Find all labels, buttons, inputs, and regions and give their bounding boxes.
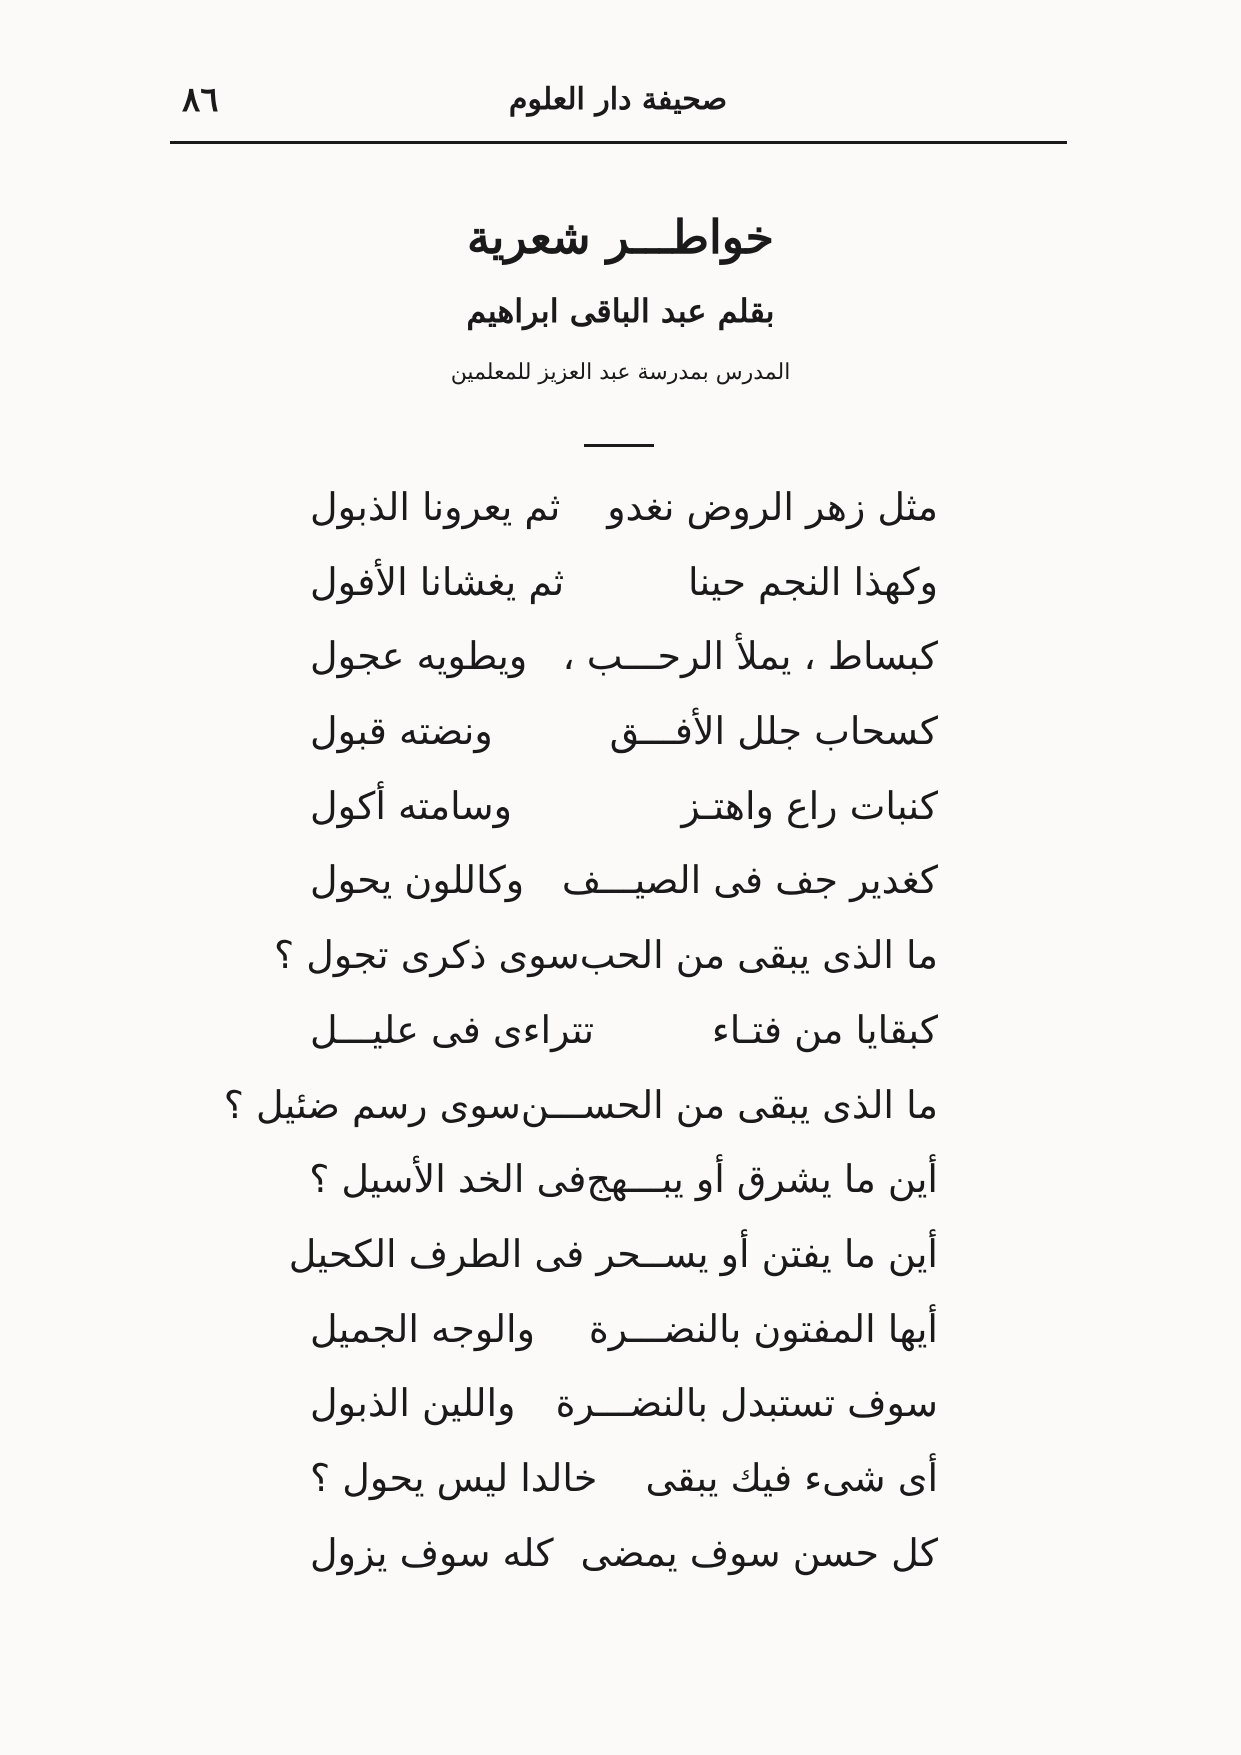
journal-title: صحيفة دار العلوم	[508, 82, 728, 117]
verse-first-hemistich: أين ما يشرق أو يبـــهج	[586, 1157, 938, 1202]
poem-verse	[310, 619, 938, 694]
poem-verse	[310, 1142, 938, 1217]
verse-first-hemistich: ما الذى يبقى من الحب	[579, 933, 938, 978]
poem-verse	[288, 1217, 938, 1292]
poem-verse	[310, 843, 938, 918]
verse-first-hemistich: كسحاب جلل الأفـــق	[609, 709, 938, 754]
verse-second-hemistich: واللين الذبول	[310, 1381, 516, 1426]
verse-second-hemistich: وكاللون يحول	[310, 858, 525, 903]
verse-second-hemistich: تتراءى فى عليـــل	[310, 1007, 595, 1052]
verse-first-hemistich: كغدير جف فى الصيـــف	[561, 858, 938, 903]
verse-second-hemistich: والوجه الجميل	[310, 1306, 535, 1351]
poem-verse	[310, 1292, 938, 1367]
poem-verse	[310, 1366, 938, 1441]
verse-second-hemistich: سوى رسم ضئيل ؟	[223, 1082, 521, 1127]
poem-verse	[310, 1516, 938, 1591]
poem-verse	[274, 918, 938, 993]
verse-second-hemistich: فى الخد الأسيل ؟	[309, 1157, 587, 1202]
verse-second-hemistich: ونضته قبول	[310, 709, 493, 754]
verse-first-hemistich: أيها المفتون بالنضـــرة	[588, 1306, 938, 1351]
poem-verse	[310, 769, 938, 844]
title-separator-rule	[584, 444, 654, 447]
verse-first-hemistich: أين ما يفتن أو يسـ	[652, 1231, 938, 1276]
article-title: خواطـــر شعرية	[467, 210, 774, 264]
page-number: ٨٦	[182, 80, 219, 120]
title-block	[0, 210, 1241, 385]
verse-first-hemistich: سوف تستبدل بالنضـــرة	[555, 1381, 938, 1426]
verse-second-hemistich: ثم يعرونا الذبول	[310, 485, 561, 529]
poem	[223, 470, 938, 1590]
author-byline: بقلم عبد الباقى ابراهيم	[466, 292, 775, 330]
poem-verse	[310, 1441, 938, 1516]
poem-verse	[310, 470, 938, 545]
verse-first-hemistich: كل حسن سوف يمضى	[580, 1530, 938, 1575]
poem-verse	[310, 545, 938, 620]
verse-second-hemistich: وسامته أكول	[310, 783, 512, 828]
poem-verse	[310, 694, 938, 769]
verse-first-hemistich: كنبات راع واهتـز	[681, 783, 938, 828]
verse-first-hemistich: مثل زهر الروض نغدو	[607, 485, 938, 529]
running-head	[168, 80, 1068, 130]
verse-second-hemistich: كله سوف يزول	[310, 1530, 554, 1575]
verse-second-hemistich: خالدا ليس يحول ؟	[310, 1455, 598, 1500]
verse-second-hemistich: ثم يغشانا الأفول	[310, 559, 565, 604]
verse-first-hemistich: أى شىء فيك يبقى	[645, 1455, 938, 1500]
verse-first-hemistich: كبساط ، يملأ الرحـــب ،	[562, 634, 938, 679]
verse-second-hemistich: ـحر فى الطرف الكحيل	[288, 1231, 653, 1276]
header-rule	[170, 141, 1067, 144]
verse-first-hemistich: كبقايا من فتـاء	[711, 1007, 938, 1052]
author-affiliation: المدرس بمدرسة عبد العزيز للمعلمين	[450, 360, 791, 385]
verse-second-hemistich: ويطويه عجول	[310, 634, 528, 679]
poem-verse	[310, 993, 938, 1068]
verse-second-hemistich: سوى ذكرى تجول ؟	[274, 933, 580, 978]
verse-first-hemistich: ما الذى يبقى من الحســـن	[520, 1082, 938, 1127]
poem-verse	[223, 1068, 938, 1143]
verse-first-hemistich: وكهذا النجم حينا	[687, 559, 938, 604]
